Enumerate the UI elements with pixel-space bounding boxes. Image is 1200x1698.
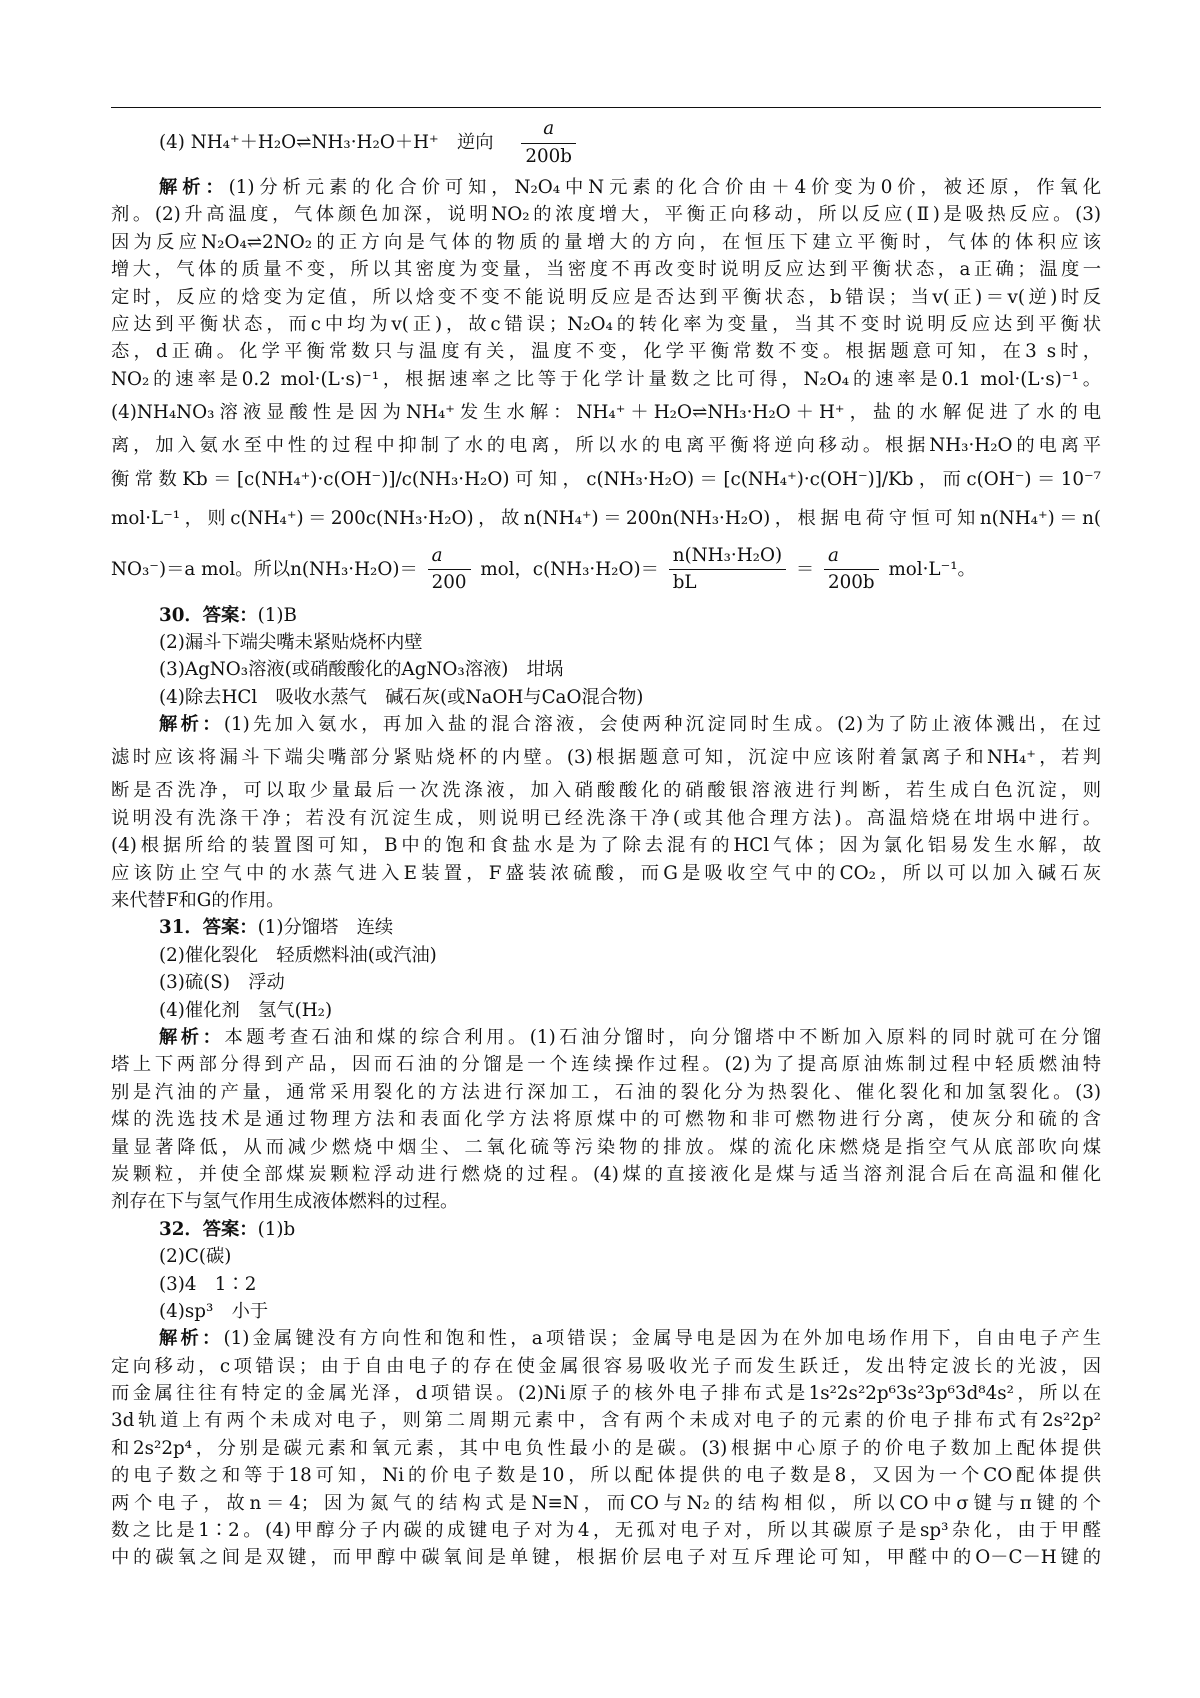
answer-content xyxy=(111,112,1101,1572)
fraction-numerator: a xyxy=(428,546,471,570)
analysis-line: 来代替F和G的作用。 xyxy=(111,890,285,912)
analysis-line: 增大，气体的质量不变，所以其密度为变量，当密度不再改变时说明反应达到平衡状态，a正确；温度一 xyxy=(111,259,1101,281)
q30-answer-2: (2)漏斗下端尖嘴未紧贴烧杯内壁 xyxy=(159,631,423,653)
analysis-line: 的电子数之和等于18可知，Ni的价电子数是10，所以配体提供的电子数是8，又因为一个CO配体提供 xyxy=(111,1465,1101,1487)
analysis-line: 两个电子，故n＝4；因为氮气的结构式是N≡N，而CO与N₂的结构相似，所以CO中σ键与π键的个 xyxy=(111,1492,1101,1514)
analysis-line: 剂。(2)升高温度，气体颜色加深，说明NO₂的浓度增大，平衡正向移动，所以反应(Ⅱ)是吸热反应。(3) xyxy=(111,204,1101,226)
q30-label: 30．答案： xyxy=(159,604,258,626)
analysis-line: 定向移动，c项错误；由于自由电子的存在使金属很容易吸收光子而发生跃迁，发出特定波长的光波，因 xyxy=(111,1355,1101,1377)
analysis-line: 滤时应该将漏斗下端尖嘴部分紧贴烧杯的内壁。(3)根据题意可知，沉淀中应该附着氯离子和NH₄⁺，若判 xyxy=(111,747,1101,769)
analysis-line: 因为反应N₂O₄⇌2NO₂的正方向是气体的物质的量增大的方向，在恒压下建立平衡时，气体的体积应该 xyxy=(111,231,1101,253)
q32-answer-1 xyxy=(111,1216,1101,1243)
analysis-line xyxy=(111,1024,1101,1051)
analysis-line: NO₂的速率是0.2 mol·(L·s)⁻¹，根据速率之比等于化学计量数之比可得，N₂O₄的速率是0.1 mol·(L·s)⁻¹。 xyxy=(111,368,1101,390)
fraction-numerator: a xyxy=(824,546,879,570)
analysis-line: 态，d正确。化学平衡常数只与温度有关，温度不变，化学平衡常数不变。根据题意可知，在3 s时， xyxy=(111,341,1101,363)
analysis-text: (1)先加入氨水，再加入盐的混合溶液，会使两种沉淀同时生成。(2)为了防止液体溅出，在过 xyxy=(223,714,1102,736)
q30-answer-3: (3)AgNO₃溶液(或硝酸酸化的AgNO₃溶液) 坩埚 xyxy=(159,659,564,681)
header-rule xyxy=(111,107,1101,108)
fraction-denominator: 200b xyxy=(525,145,572,167)
fraction-numerator: n(NH₃·H₂O) xyxy=(669,546,786,570)
analysis-line xyxy=(111,711,1101,738)
q31-answer-3: (3)硫(S) 浮动 xyxy=(159,972,285,994)
q29-answer-4 xyxy=(111,112,1101,174)
analysis-line: 定时，反应的焓变为定值，所以焓变不变不能说明反应是否达到平衡状态，b错误；当v(正)＝v(逆)时反 xyxy=(111,286,1101,308)
final-text-post: mol·L⁻¹。 xyxy=(888,558,976,580)
analysis-line: 中的碳氧之间是双键，而甲醇中碳氧间是单键，根据价层电子对互斥理论可知，甲醛中的O－C－H键的 xyxy=(111,1547,1101,1569)
analysis-line: 衡常数Kb＝[c(NH₄⁺)·c(OH⁻)]/c(NH₃·H₂O)可知，c(NH₃·H₂O)＝[c(NH₄⁺)·c(OH⁻)]/Kb，而c(OH⁻)＝10⁻⁷ xyxy=(111,468,1101,490)
q31-label: 31．答案： xyxy=(159,917,258,939)
analysis-line: 说明没有洗涤干净；若没有沉淀生成，则说明已经洗涤干净(或其他合理方法)。高温焙烧在坩埚中进行。 xyxy=(111,807,1101,829)
q32-answer-4: (4)sp³ 小于 xyxy=(159,1300,269,1322)
q30-answer-1 xyxy=(111,602,1101,629)
fraction-denominator: 200 xyxy=(431,572,467,594)
q32-answer-3: (3)4 1∶2 xyxy=(159,1273,257,1295)
analysis-line: 炭颗粒，并使全部煤炭颗粒浮动进行燃烧的过程。(4)煤的直接液化是煤与适当溶剂混合后在高温和催化 xyxy=(111,1163,1101,1185)
q29-analysis xyxy=(111,174,1101,602)
q32-answer-2: (2)C(碳) xyxy=(159,1246,232,1268)
analysis-label: 解析： xyxy=(159,714,224,736)
q29-answer-4-fraction xyxy=(521,119,576,166)
analysis-line: 数之比是1∶2。(4)甲醇分子内碳的成键电子对为4，无孤对电子对，所以其碳原子是sp³杂化，由于甲醛 xyxy=(111,1520,1101,1542)
analysis-line: mol·L⁻¹，则c(NH₄⁺)＝200c(NH₃·H₂O)，故n(NH₄⁺)＝200n(NH₃·H₂O)，根据电荷守恒可知n(NH₄⁺)＝n( xyxy=(111,507,1101,529)
analysis-final-formula xyxy=(111,538,1101,602)
question-31 xyxy=(111,914,1101,1215)
fraction-numerator: a xyxy=(521,119,576,143)
question-30 xyxy=(111,602,1101,915)
analysis-label: 解析： xyxy=(159,1026,225,1048)
answer-text: (1)分馏塔 连续 xyxy=(257,917,394,939)
analysis-line: 量显著降低，从而减少燃烧中烟尘、二氧化硫等污染物的排放。煤的流化床燃烧是指空气从底部吹向煤 xyxy=(111,1136,1101,1158)
q32-label: 32．答案： xyxy=(159,1218,258,1240)
q29-answer-4-text: (4) NH₄⁺＋H₂O⇌NH₃·H₂O＋H⁺ 逆向 xyxy=(159,132,494,153)
fraction-denominator: 200b xyxy=(828,572,875,594)
answer-text: (1)b xyxy=(257,1218,296,1240)
analysis-text: (1)分析元素的化合价可知，N₂O₄中N元素的化合价由＋4价变为0价，被还原，作氧化 xyxy=(228,177,1102,198)
question-32 xyxy=(111,1216,1101,1572)
analysis-line: 塔上下两部分得到产品，因而石油的分馏是一个连续操作过程。(2)为了提高原油炼制过程中轻质燃油特 xyxy=(111,1054,1101,1076)
analysis-line: (4)根据所给的装置图可知，B中的饱和食盐水是为了除去混有的HCl气体；因为氯化铝易发生水解，故 xyxy=(111,835,1101,857)
analysis-line: 剂存在下与氢气作用生成液体燃料的过程。 xyxy=(111,1191,459,1213)
analysis-line: 别是汽油的产量，通常采用裂化的方法进行深加工，石油的裂化分为热裂化、催化裂化和加氢裂化。(3) xyxy=(111,1081,1101,1103)
analysis-line xyxy=(111,174,1101,201)
analysis-line: 煤的洗选技术是通过物理方法和表面化学方法将原煤中的可燃物和非可燃物进行分离，使灰分和硫的含 xyxy=(111,1109,1101,1131)
analysis-line: (4)NH₄NO₃溶液显酸性是因为NH₄⁺发生水解：NH₄⁺＋H₂O⇌NH₃·H₂O＋H⁺，盐的水解促进了水的电 xyxy=(111,402,1101,424)
analysis-line: 而金属往往有特定的金属光泽，d项错误。(2)Ni原子的核外电子排布式是1s²2s²2p⁶3s²3p⁶3d⁸4s²，所以在 xyxy=(111,1383,1101,1405)
final-text-mid: mol，c(NH₃·H₂O)＝ xyxy=(480,558,659,580)
analysis-line xyxy=(111,1325,1101,1352)
q30-answer-4: (4)除去HCl 吸收水蒸气 碱石灰(或NaOH与CaO混合物) xyxy=(159,686,644,708)
fraction-denominator: bL xyxy=(672,572,697,594)
analysis-line: 断是否洗净，可以取少量最后一次洗涤液，加入硝酸酸化的硝酸银溶液进行判断，若生成白色沉淀，则 xyxy=(111,780,1101,802)
q31-answer-4: (4)催化剂 氢气(H₂) xyxy=(159,999,333,1021)
fraction-a-over-200 xyxy=(428,546,471,593)
analysis-line: 应该防止空气中的水蒸气进入E装置，F盛装浓硫酸，而G是吸收空气中的CO₂，所以可以加入碱石灰 xyxy=(111,862,1101,884)
final-text-pre: NO₃⁻)＝a mol。所以n(NH₃·H₂O)＝ xyxy=(111,558,418,580)
analysis-line: 3d轨道上有两个未成对电子，则第二周期元素中，含有两个未成对电子的元素的价电子排布式有2s²2p² xyxy=(111,1410,1101,1432)
analysis-label: 解析： xyxy=(159,1328,224,1350)
analysis-line: 和2s²2p⁴，分别是碳元素和氧元素，其中电负性最小的是碳。(3)根据中心原子的价电子数加上配体提供 xyxy=(111,1437,1101,1459)
q31-answer-1 xyxy=(111,914,1101,941)
analysis-line: 离，加入氨水至中性的过程中抑制了水的电离，所以水的电离平衡将逆向移动。根据NH₃·H₂O的电离平 xyxy=(111,435,1101,457)
final-text-eq: ＝ xyxy=(795,558,815,580)
analysis-label: 解析： xyxy=(159,177,229,198)
analysis-line: 应达到平衡状态，而c中均为v(正)，故c错误；N₂O₄的转化率为变量，当其不变时说明反应达到平衡状 xyxy=(111,313,1101,335)
analysis-text: (1)金属键没有方向性和饱和性，a项错误；金属导电是因为在外加电场作用下，自由电子产生 xyxy=(223,1328,1102,1350)
q31-answer-2: (2)催化裂化 轻质燃料油(或汽油) xyxy=(159,944,437,966)
answer-text: (1)B xyxy=(257,604,297,626)
fraction-n-over-bl xyxy=(669,546,786,593)
fraction-a-over-200b xyxy=(824,546,879,593)
analysis-text: 本题考查石油和煤的综合利用。(1)石油分馏时，向分馏塔中不断加入原料的同时就可在分馏 xyxy=(224,1026,1101,1048)
